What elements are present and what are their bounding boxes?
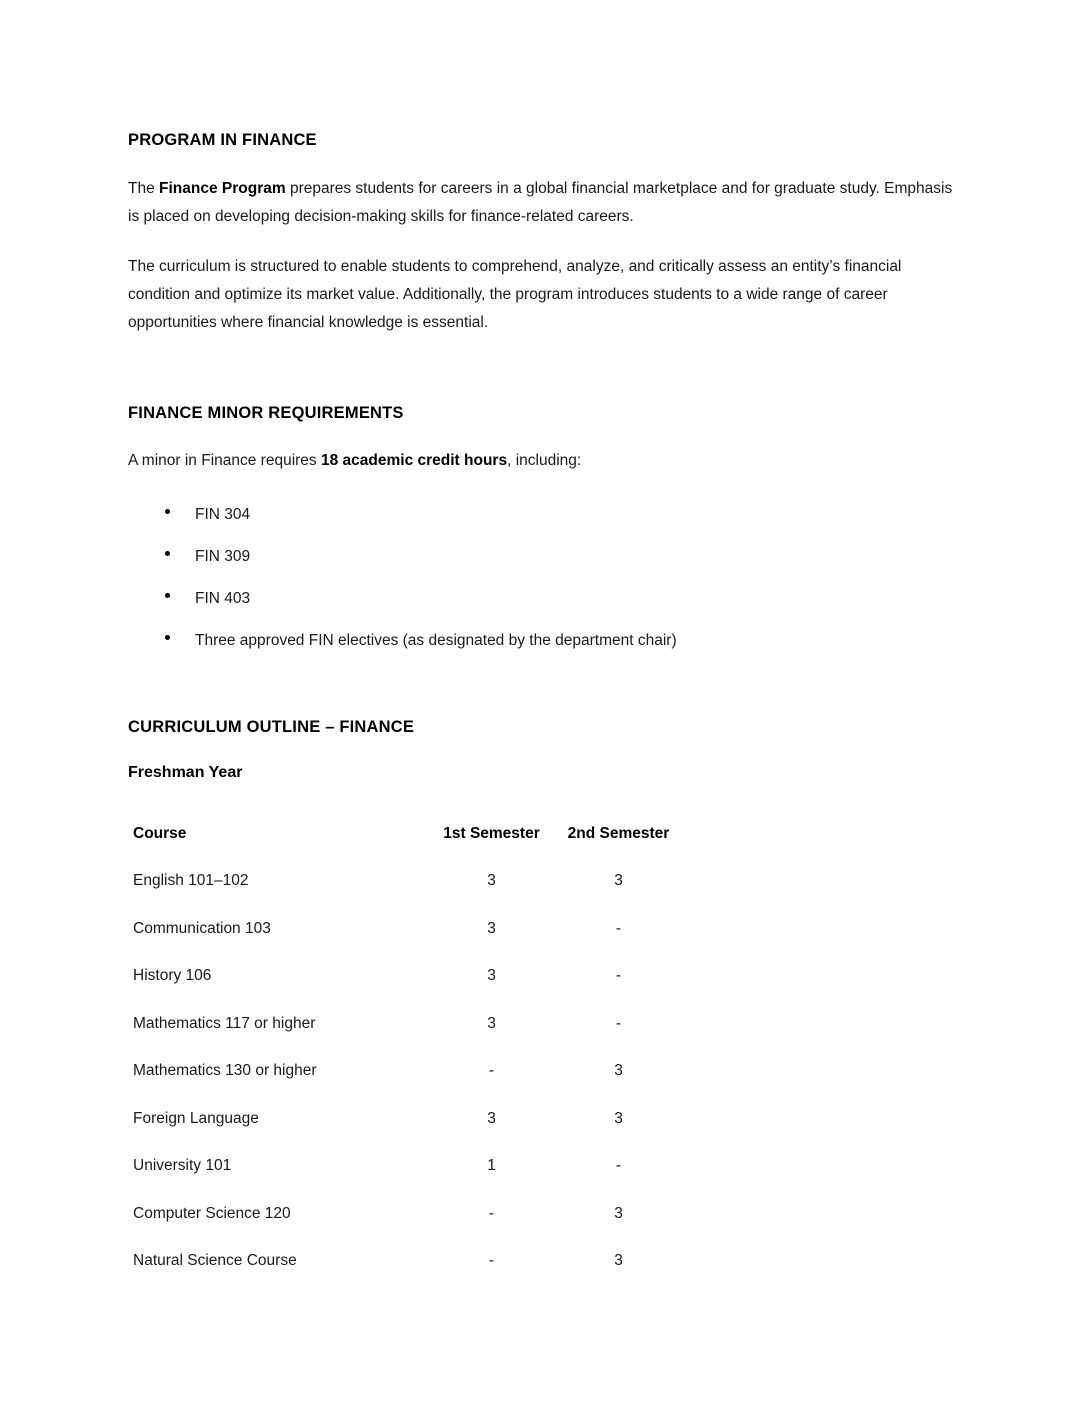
sem1-credits: -: [488, 1062, 495, 1080]
curriculum-outline-heading: CURRICULUM OUTLINE – FINANCE: [128, 718, 415, 736]
program-paragraph-1: The Finance Program prepares students for careers in a global financial marketplace and for graduate study. Emphasis is placed on developing decision-making skills for finance-related careers.: [128, 180, 953, 225]
course-name: Natural Science Course: [133, 1252, 297, 1270]
sem2-credits: -: [615, 967, 622, 985]
sem2-credits: -: [615, 1157, 622, 1175]
table-row: [128, 1000, 960, 1048]
course-name: History 106: [133, 967, 212, 985]
sem1-credits: 3: [487, 1014, 496, 1032]
table-row: [128, 1238, 960, 1286]
course-name: Computer Science 120: [133, 1204, 291, 1222]
course-name: Mathematics 130 or higher: [133, 1062, 317, 1080]
minor-requirements-list: [128, 501, 960, 655]
course-name: Communication 103: [133, 919, 271, 937]
table-row: [128, 1143, 960, 1191]
sem1-credits: -: [488, 1252, 495, 1270]
list-item-label: Three approved FIN electives (as designated by the department chair): [195, 632, 677, 649]
sem2-credits: -: [615, 1014, 622, 1032]
list-item: [128, 543, 960, 571]
sem2-credits: 3: [614, 872, 623, 890]
course-name: English 101–102: [133, 872, 249, 890]
list-item-label: FIN 403: [195, 590, 251, 607]
table-row: [128, 1048, 960, 1096]
table-row: [128, 905, 960, 953]
sem2-credits: -: [615, 919, 622, 937]
sem2-credits: 3: [614, 1204, 623, 1222]
sem2-credits: 3: [614, 1062, 623, 1080]
sem2-credits: 3: [614, 1109, 623, 1127]
list-item: [128, 585, 960, 613]
curriculum-table: [128, 810, 960, 1285]
sem1-credits: -: [488, 1204, 495, 1222]
sem1-credits: 3: [487, 919, 496, 937]
list-item: [128, 501, 960, 529]
sem1-credits: 3: [487, 872, 496, 890]
table-row: [128, 1095, 960, 1143]
table-header-row: [128, 810, 960, 858]
sem1-credits: 3: [487, 967, 496, 985]
minor-requirements-heading: FINANCE MINOR REQUIREMENTS: [128, 404, 404, 422]
freshman-year-subheading: Freshman Year: [128, 764, 243, 781]
list-item: [128, 627, 960, 655]
table-row: [128, 858, 960, 906]
list-item-label: FIN 309: [195, 548, 251, 565]
column-header-course: Course: [133, 824, 187, 842]
minor-requirements-intro: A minor in Finance requires 18 academic credit hours, including:: [128, 452, 582, 469]
program-section-heading: PROGRAM IN FINANCE: [128, 131, 317, 149]
list-item-label: FIN 304: [195, 506, 251, 523]
table-row: [128, 953, 960, 1001]
column-header-sem2: 2nd Semester: [567, 824, 670, 842]
sem1-credits: 3: [487, 1109, 496, 1127]
program-paragraph-2: The curriculum is structured to enable students to comprehend, analyze, and critically assess an entity’s financial condition and optimize its market value. Additionally, the program introduces students to a wide range of career opportunities where financial knowledge is essential.: [128, 258, 902, 331]
course-name: Mathematics 117 or higher: [133, 1014, 316, 1032]
table-row: [128, 1190, 960, 1238]
course-name: Foreign Language: [133, 1109, 259, 1127]
sem2-credits: 3: [614, 1252, 623, 1270]
course-name: University 101: [133, 1157, 232, 1175]
column-header-sem1: 1st Semester: [443, 824, 540, 842]
sem1-credits: 1: [487, 1157, 496, 1175]
